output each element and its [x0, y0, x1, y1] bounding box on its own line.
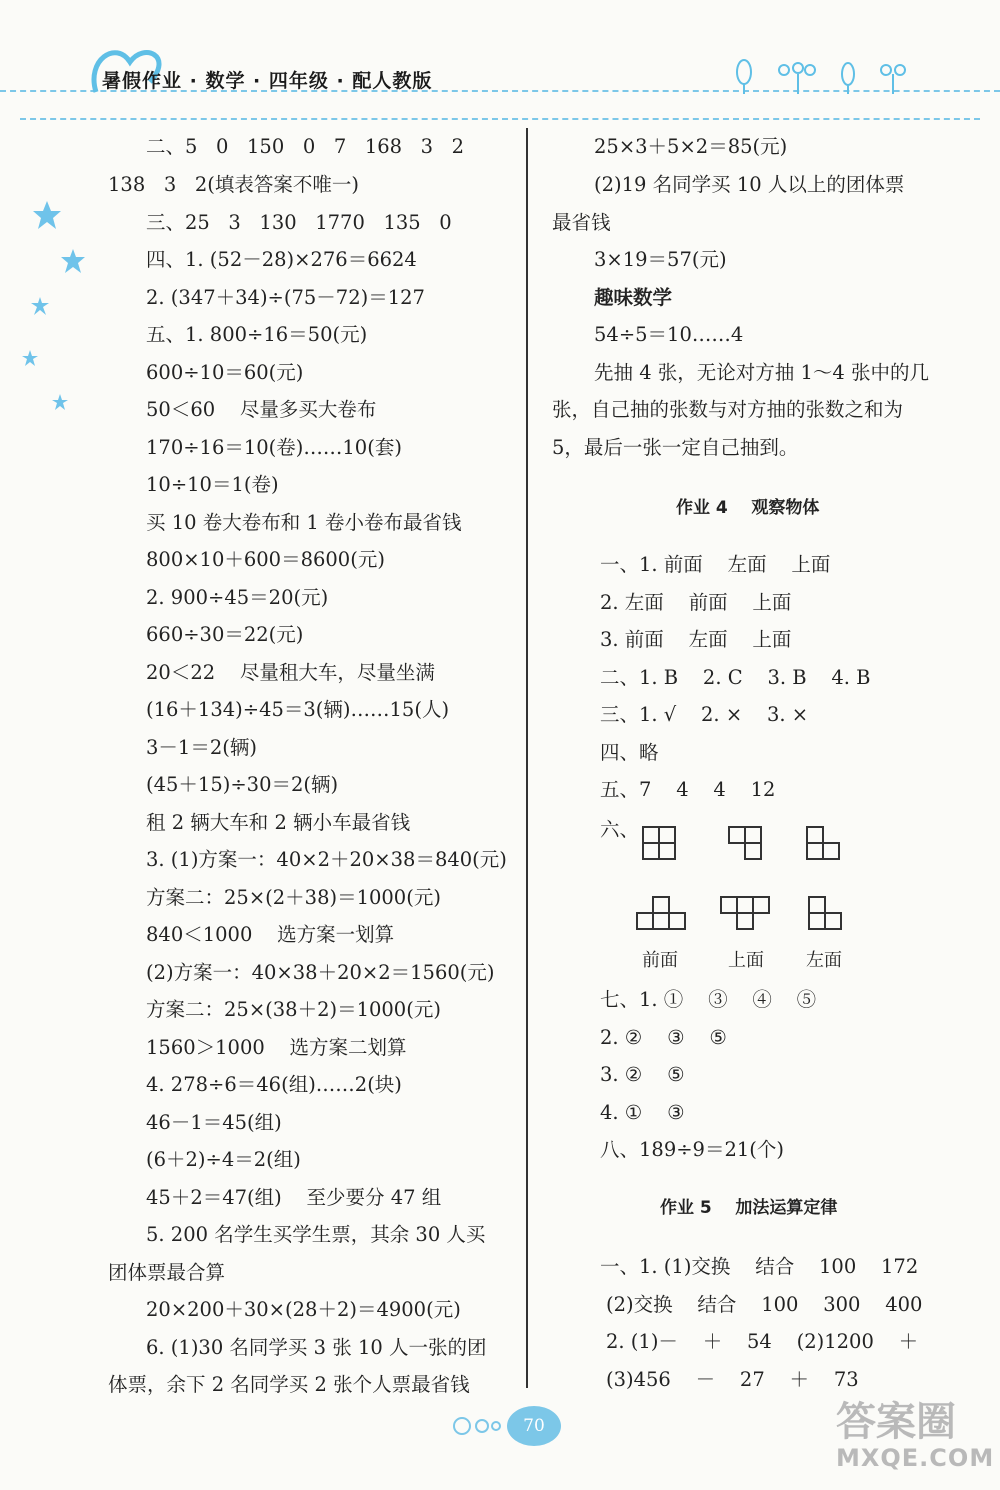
text-line: 买 10 卷大卷布和 1 卷小卷布最省钱 — [146, 511, 462, 534]
text-line: 一、1. (1)交换 结合 100 172 — [600, 1255, 919, 1278]
header-dashed-line-2 — [20, 118, 980, 120]
text-line: 54÷5＝10……4 — [594, 323, 744, 346]
text-line: 先抽 4 张，无论对方抽 1～4 张中的几 — [594, 361, 930, 384]
text-line: 840＜1000 选方案一划算 — [146, 923, 395, 946]
text-line: 660÷30＝22(元) — [146, 623, 304, 646]
text-line: 3－1＝2(辆) — [146, 736, 257, 759]
text-line: 租 2 辆大车和 2 辆小车最省钱 — [146, 811, 411, 834]
text-line: (45＋15)÷30＝2(辆) — [146, 773, 339, 796]
text-line: 二、5 0 150 0 7 168 3 2 — [146, 135, 465, 158]
text-line: 五、7 4 4 12 — [600, 778, 776, 801]
star-icon — [22, 350, 38, 366]
text-line: 八、189÷9＝21(个) — [600, 1138, 784, 1161]
column-divider — [526, 128, 528, 1388]
text-line: 10÷10＝1(卷) — [146, 473, 279, 496]
text-line: 600÷10＝60(元) — [146, 361, 304, 384]
text-line: (2)19 名同学买 10 人以上的团体票 — [594, 173, 905, 196]
text-line: 5，最后一张一定自己抽到。 — [552, 436, 799, 459]
text-line: 20×200＋30×(28＋2)＝4900(元) — [146, 1298, 461, 1321]
plant-decoration-icon — [728, 58, 918, 98]
text-line: 3. 前面 左面 上面 — [600, 628, 792, 651]
text-line: 138 3 2(填表答案不唯一) — [108, 173, 359, 196]
bubble-decoration-icon — [452, 1414, 502, 1438]
star-icon — [52, 394, 68, 410]
text-line: 2. ② ③ ⑤ — [600, 1026, 727, 1049]
text-line: 4. 278÷6＝46(组)……2(块) — [146, 1073, 402, 1096]
view-label-top: 上面 — [728, 950, 764, 971]
text-line: 方案二：25×(38＋2)＝1000(元) — [146, 998, 441, 1021]
section-heading: 作业 4 观察物体 — [676, 498, 820, 518]
text-line: 1560＞1000 选方案二划算 — [146, 1036, 407, 1059]
text-line: 3×19＝57(元) — [594, 248, 727, 271]
text-line: 4. ① ③ — [600, 1101, 685, 1124]
text-line: 2. 900÷45＝20(元) — [146, 586, 329, 609]
text-line: 2. (347＋34)÷(75－72)＝127 — [146, 286, 425, 309]
text-line: 体票，余下 2 名同学买 2 张个人票最省钱 — [108, 1373, 470, 1396]
text-line: 七、1. ① ③ ④ ⑤ — [600, 988, 817, 1011]
text-line: 二、1. B 2. C 3. B 4. B — [600, 666, 871, 689]
text-line: 2. (1)－ ＋ 54 (2)1200 ＋ — [606, 1330, 919, 1353]
text-line: 46－1＝45(组) — [146, 1111, 282, 1134]
text-line: 六、 — [600, 818, 640, 841]
header-title: 暑假作业 · 数学 · 四年级 · 配人教版 — [102, 70, 433, 92]
page-number: 70 — [507, 1406, 561, 1446]
text-line: 方案二：25×(2＋38)＝1000(元) — [146, 886, 441, 909]
text-line: 25×3＋5×2＝85(元) — [594, 135, 788, 158]
text-line: 5. 200 名学生买学生票，其余 30 人买 — [146, 1223, 486, 1246]
text-line: 最省钱 — [552, 211, 611, 234]
text-line: 170÷16＝10(卷)……10(套) — [146, 436, 402, 459]
text-line: 45＋2＝47(组) 至少要分 47 组 — [146, 1186, 442, 1209]
text-line: 张，自己抽的张数与对方抽的张数之和为 — [552, 398, 904, 421]
view-label-front: 前面 — [642, 950, 678, 971]
text-line: 6. (1)30 名同学买 3 张 10 人一张的团 — [146, 1336, 487, 1359]
section-title: 趣味数学 — [594, 286, 673, 309]
text-line: 五、1. 800÷16＝50(元) — [146, 323, 368, 346]
text-line: 四、略 — [600, 741, 659, 764]
text-line: (3)456 － 27 ＋ 73 — [606, 1368, 859, 1391]
view-label-left: 左面 — [806, 950, 842, 971]
star-icon — [30, 296, 50, 316]
text-line: 20＜22 尽量租大车，尽量坐满 — [146, 661, 435, 684]
text-line: (16＋134)÷45＝3(辆)……15(人) — [146, 698, 450, 721]
text-line: 四、1. (52－28)×276＝6624 — [146, 248, 417, 271]
text-line: 3. (1)方案一：40×2＋20×38＝840(元) — [146, 848, 507, 871]
text-line: 50＜60 尽量多买大卷布 — [146, 398, 377, 421]
text-line: 团体票最合算 — [108, 1261, 226, 1284]
watermark-logo: 答案圈 MXQE.COM — [836, 1399, 995, 1472]
text-line: (2)方案一：40×38＋20×2＝1560(元) — [146, 961, 495, 984]
text-line: 三、25 3 130 1770 135 0 — [146, 211, 452, 234]
text-line: 一、1. 前面 左面 上面 — [600, 553, 831, 576]
text-line: (6＋2)÷4＝2(组) — [146, 1148, 301, 1171]
section-heading: 作业 5 加法运算定律 — [660, 1198, 838, 1218]
text-line: 2. 左面 前面 上面 — [600, 591, 792, 614]
star-icon — [32, 200, 62, 230]
text-line: 800×10＋600＝8600(元) — [146, 548, 385, 571]
text-line: 3. ② ⑤ — [600, 1063, 685, 1086]
text-line: 三、1. √ 2. × 3. × — [600, 703, 809, 726]
text-line: (2)交换 结合 100 300 400 — [606, 1293, 923, 1316]
star-icon — [60, 248, 86, 274]
